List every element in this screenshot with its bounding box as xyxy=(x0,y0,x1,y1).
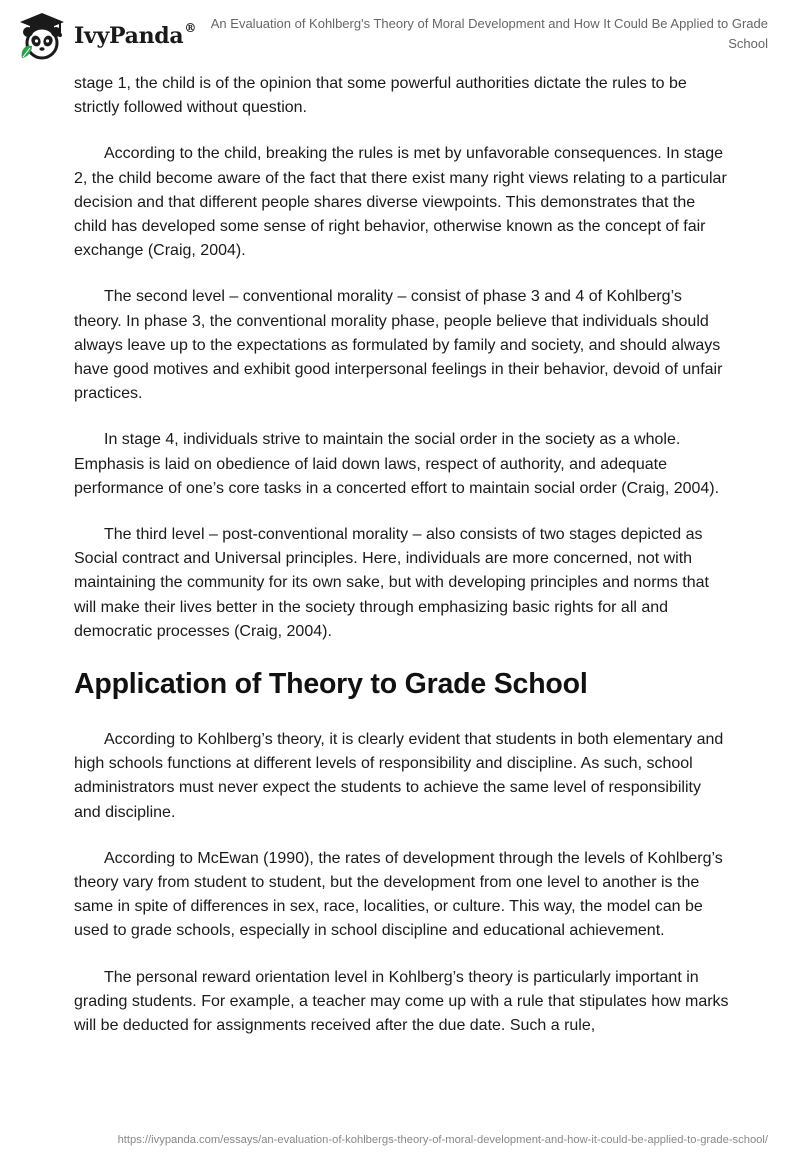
essay-body xyxy=(74,72,730,1060)
paragraph: According to McEwan (1990), the rates of development through the levels of Kohlberg’s theory vary from student to student, but the development from one level to another is the same in spite of differences in sex, race, localities, or culture. This way, the model can be used to grade schools, especially in school discipline and educational achievement. xyxy=(74,849,723,940)
panda-graduate-icon xyxy=(16,10,68,62)
ivypanda-logo[interactable] xyxy=(16,10,196,62)
paragraph: stage 1, the child is of the opinion that some powerful authorities dictate the rules to be strictly followed without question. xyxy=(74,75,687,117)
source-url[interactable]: https://ivypanda.com/essays/an-evaluation-of-kohlbergs-theory-of-moral-development-and-how-it-could-be-applied-to-grade-school/ xyxy=(117,1134,768,1146)
document-title: An Evaluation of Kohlberg's Theory of Moral Development and How It Could Be Applied to Grade School xyxy=(210,16,768,51)
paragraph: The personal reward orientation level in Kohlberg’s theory is particularly important in grading students. For example, a teacher may come up with a rule that stipulates how marks will be deducted for assignments received after the due date. Such a rule, xyxy=(74,968,729,1035)
paragraph: According to the child, breaking the rules is met by unfavorable consequences. In stage 2, the child become aware of the fact that there exist many right views relating to a particular decision and that different people shares diverse viewpoints. This demonstrates that the child has developed some sense of right behavior, otherwise known as the concept of fair exchange (Craig, 2004). xyxy=(74,145,727,260)
page-header xyxy=(0,0,800,66)
logo-wordmark: IvyPanda® xyxy=(74,21,197,49)
paragraph: According to Kohlberg’s theory, it is clearly evident that students in both elementary and high schools functions at different levels of responsibility and discipline. As such, school administrators must never expect the students to achieve the same level of responsibility and discipline. xyxy=(74,731,724,821)
paragraph: The third level – post-conventional morality – also consists of two stages depicted as Social contract and Universal principles. Here, individuals are more concerned, not with maintaining the community for its own sake, but with developing principles and norms that will make their lives better in the society through emphasizing basic rights for all and democratic processes (Craig, 2004). xyxy=(74,526,709,640)
paragraph: In stage 4, individuals strive to maintain the social order in the society as a whole. Emphasis is laid on obedience of laid down laws, respect of authority, and adequate performance of one’s core tasks in a concerted effort to maintain social order (Craig, 2004). xyxy=(74,431,720,497)
section-heading: Application of Theory to Grade School xyxy=(74,668,588,701)
paragraph: The second level – conventional morality – consist of phase 3 and 4 of Kohlberg’s theory. In phase 3, the conventional morality phase, people believe that individuals should always leave up to the expectations as formulated by family and society, and should always have good motives and exhibit good interpersonal feelings in their behavior, devoid of unfair practices. xyxy=(74,288,723,403)
